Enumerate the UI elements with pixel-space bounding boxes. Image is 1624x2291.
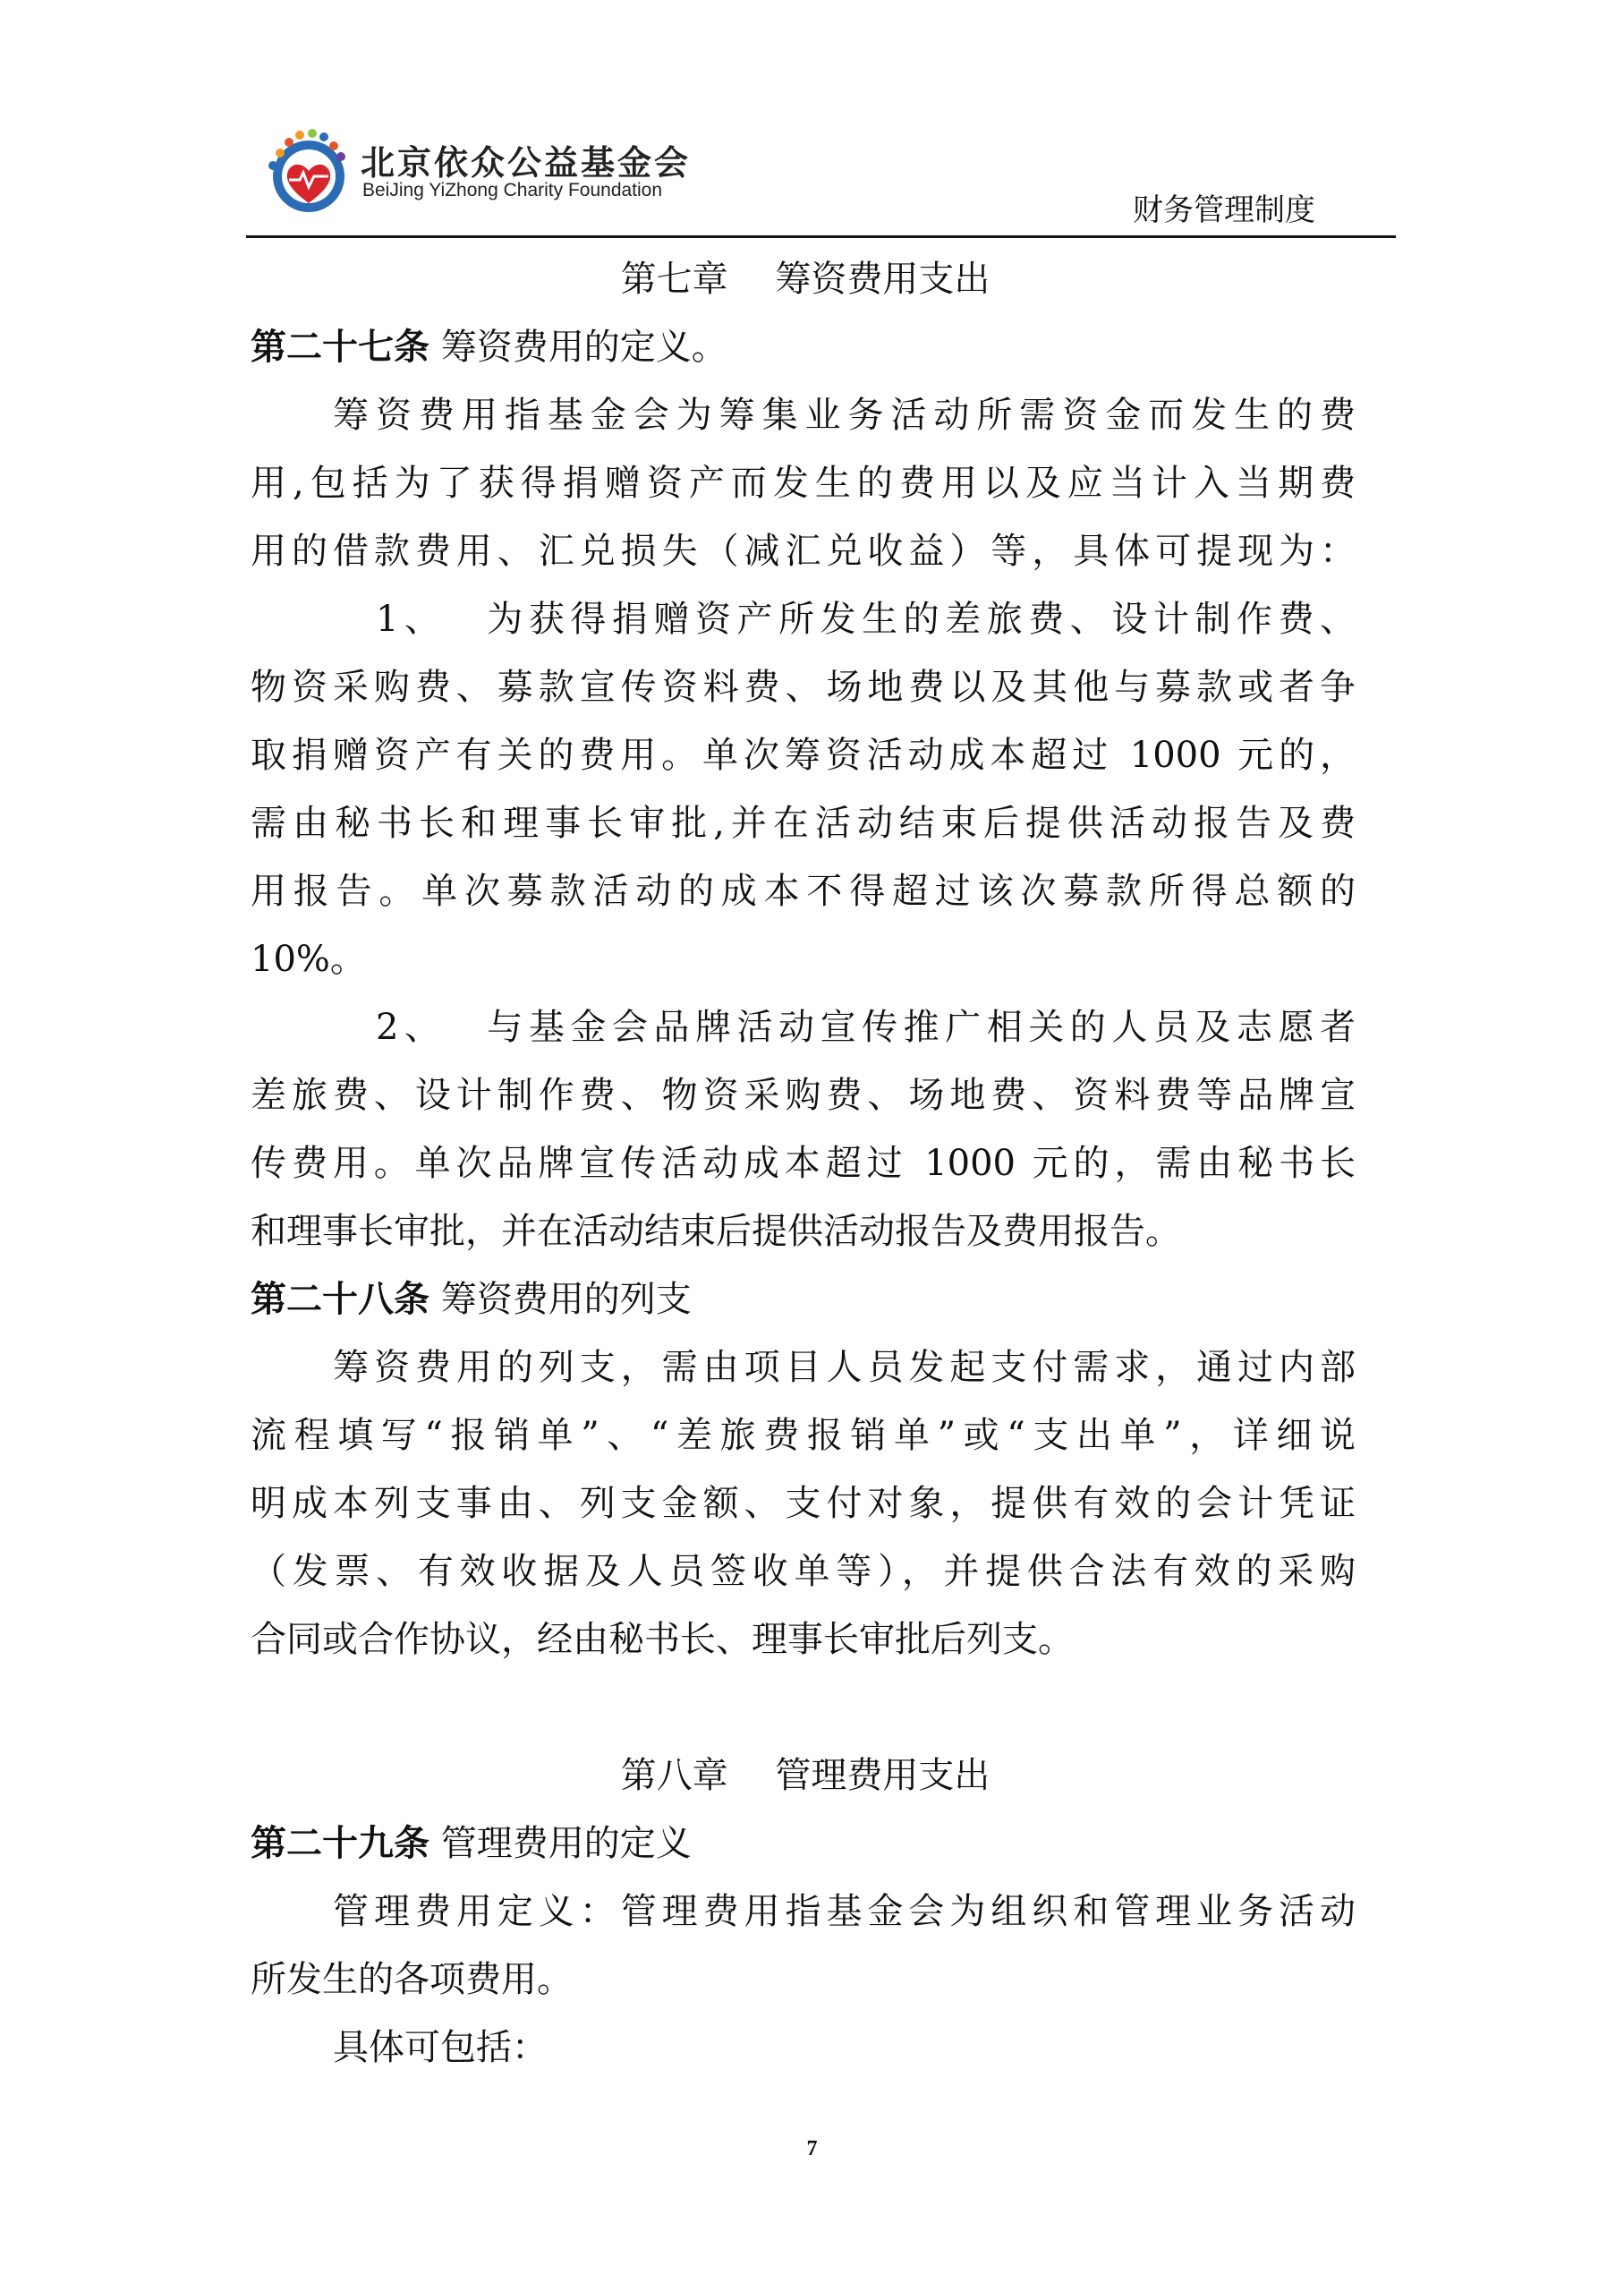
paragraph-line: 筹资费用的列支，需由项目人员发起支付需求，通过内部 [333, 1347, 1356, 1388]
list-item-2-line: 传费用。单次品牌宣传活动成本超过 1000 元的，需由秘书长 [251, 1143, 1356, 1184]
page-number: 7 [806, 2137, 818, 2160]
paragraph-line: 所发生的各项费用。 [251, 1959, 573, 2000]
article-heading-text: 筹资费用的定义。 [429, 327, 727, 368]
paragraph-line: 明成本列支事由、列支金额、支付对象，提供有效的会计凭证 [251, 1483, 1356, 1524]
paragraph-line: 流程填写“报销单”、“差旅费报销单”或“支出单”，详细说 [251, 1415, 1356, 1456]
page-header [246, 121, 1396, 242]
paragraph-line: （发票、有效收据及人员签收单等），并提供合法有效的采购 [251, 1551, 1356, 1592]
chapter-7-title: 第七章 筹资费用支出 [620, 259, 991, 300]
article-29-heading [251, 1820, 1356, 1867]
list-item-1-line: 取捐赠资产有关的费用。单次筹资活动成本超过 1000 元的， [251, 735, 1356, 776]
article-number: 第二十七条 [251, 327, 429, 368]
article-number: 第二十八条 [251, 1279, 429, 1320]
article-heading-text: 管理费用的定义 [429, 1823, 692, 1864]
list-item-1-line: 需由秘书长和理事长审批,并在活动结束后提供活动报告及费 [251, 803, 1356, 844]
article-number: 第二十九条 [251, 1823, 429, 1864]
org-name-english: BeiJing YiZhong Charity Foundation [362, 180, 663, 200]
list-item-2-line: 和理事长审批，并在活动结束后提供活动报告及费用报告。 [251, 1211, 1181, 1252]
article-27-heading [251, 324, 1356, 370]
document-title: 财务管理制度 [1133, 192, 1315, 228]
list-item-2-line: 2、 与基金会品牌活动宣传推广相关的人员及志愿者 [376, 1007, 1356, 1048]
org-name-chinese: 北京依众公益基金会 [361, 143, 692, 183]
list-item-1-line: 用报告。单次募款活动的成本不得超过该次募款所得总额的 [251, 871, 1356, 912]
list-item-2-line: 差旅费、设计制作费、物资采购费、场地费、资料费等品牌宣 [251, 1075, 1356, 1116]
paragraph-line: 筹资费用指基金会为筹集业务活动所需资金而发生的费 [333, 395, 1356, 436]
article-heading-text: 筹资费用的列支 [429, 1279, 692, 1320]
chapter-8-title: 第八章 管理费用支出 [620, 1755, 991, 1796]
list-item-1-line: 10%。 [251, 939, 366, 980]
paragraph-line: 用,包括为了获得捐赠资产而发生的费用以及应当计入当期费 [251, 463, 1356, 504]
list-item-1-line: 1、 为获得捐赠资产所发生的差旅费、设计制作费、 [376, 599, 1356, 640]
paragraph-line: 合同或合作协议，经由秘书长、理事长审批后列支。 [251, 1619, 1074, 1660]
paragraph-line: 管理费用定义：管理费用指基金会为组织和管理业务活动 [333, 1891, 1356, 1932]
paragraph-line: 具体可包括： [333, 2027, 548, 2068]
article-28-heading [251, 1276, 1356, 1323]
header-rule [246, 235, 1396, 238]
paragraph-line: 用的借款费用、汇兑损失（减汇兑收益）等，具体可提现为： [251, 531, 1356, 572]
foundation-logo [264, 126, 353, 216]
list-item-1-line: 物资采购费、募款宣传资料费、场地费以及其他与募款或者争 [251, 667, 1356, 708]
